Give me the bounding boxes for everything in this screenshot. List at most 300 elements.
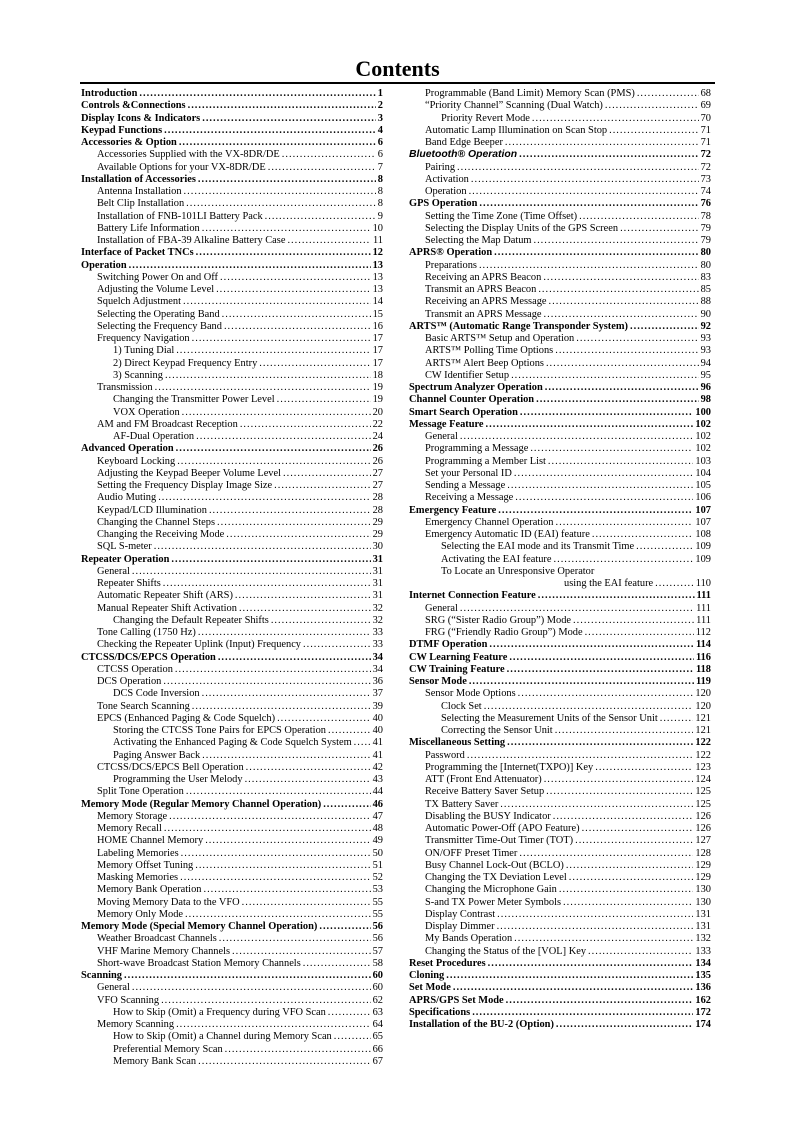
- toc-entry[interactable]: [81, 443, 383, 455]
- toc-entry-page: 62: [372, 994, 383, 1006]
- toc-entry-title: SRG (“Sister Radio Group”) Mode: [425, 614, 572, 626]
- toc-entry-title: Changing the Status of the [VOL] Key: [425, 945, 587, 957]
- toc-entry[interactable]: [81, 554, 383, 566]
- toc-entry[interactable]: [81, 909, 383, 921]
- toc-entry[interactable]: [81, 211, 383, 223]
- toc-entry-page: 33: [372, 639, 383, 651]
- toc-entry[interactable]: [409, 786, 711, 798]
- toc-entry-page: 120: [695, 688, 711, 700]
- toc-entry[interactable]: [81, 676, 383, 688]
- toc-entry[interactable]: [409, 664, 711, 676]
- toc-entry[interactable]: [81, 468, 383, 480]
- toc-entry-page: 6: [377, 149, 383, 161]
- toc-entry-title: ON/OFF Preset Timer: [425, 847, 518, 859]
- toc-entry[interactable]: [81, 419, 383, 431]
- toc-entry[interactable]: [81, 578, 383, 590]
- toc-entry[interactable]: [81, 431, 383, 443]
- toc-entry-page: 98: [700, 394, 711, 406]
- toc-entry[interactable]: [81, 358, 383, 370]
- toc-entry-title: General: [97, 565, 130, 577]
- toc-entry-page: 13: [372, 259, 383, 271]
- toc-right-column: [409, 88, 711, 1031]
- toc-dot-leader: [538, 590, 695, 602]
- toc-entry-title: ARTS™ Alert Beep Options: [425, 357, 544, 369]
- toc-entry[interactable]: [409, 505, 711, 517]
- toc-entry[interactable]: [409, 113, 711, 125]
- toc-dot-leader: [186, 198, 376, 210]
- toc-entry[interactable]: [81, 505, 383, 517]
- toc-entry[interactable]: [409, 970, 711, 982]
- toc-entry[interactable]: [81, 370, 383, 382]
- toc-entry[interactable]: [409, 431, 711, 443]
- toc-entry-title: Selecting the Frequency Band: [97, 320, 222, 332]
- toc-entry[interactable]: [81, 688, 383, 700]
- toc-dot-leader: [488, 958, 694, 970]
- toc-entry[interactable]: [409, 688, 711, 700]
- toc-entry[interactable]: [409, 100, 711, 112]
- toc-entry-title: AM and FM Broadcast Reception: [97, 418, 238, 430]
- toc-entry[interactable]: [409, 639, 711, 651]
- toc-entry[interactable]: [409, 480, 711, 492]
- toc-entry[interactable]: [409, 909, 711, 921]
- toc-left-column: [81, 88, 383, 1068]
- toc-entry[interactable]: [81, 835, 383, 847]
- toc-entry[interactable]: [81, 394, 383, 406]
- toc-entry[interactable]: [81, 762, 383, 774]
- toc-entry-title: Changing the Default Repeater Shifts: [113, 614, 269, 626]
- toc-entry-title: CW Training Feature: [409, 663, 505, 675]
- toc-entry-title: Changing the TX Deviation Level: [425, 872, 567, 883]
- toc-entry[interactable]: [81, 590, 383, 602]
- toc-entry[interactable]: [409, 162, 711, 174]
- toc-entry-page: 40: [372, 712, 383, 724]
- toc-entry-title: Keypad Functions: [81, 124, 163, 136]
- toc-entry-title: Memory Only Mode: [97, 908, 184, 920]
- toc-entry[interactable]: [81, 799, 383, 811]
- toc-entry-page: 69: [700, 100, 711, 112]
- toc-entry[interactable]: [409, 382, 711, 394]
- toc-entry[interactable]: [409, 345, 711, 357]
- toc-entry[interactable]: [409, 456, 711, 468]
- toc-dot-leader: [164, 125, 376, 137]
- toc-entry-page: 57: [372, 945, 383, 957]
- toc-entry-page: 125: [695, 786, 711, 798]
- toc-entry-title: Paging Answer Back: [113, 749, 201, 761]
- toc-dot-leader: [520, 407, 694, 419]
- toc-entry-page: 9: [377, 210, 383, 222]
- toc-entry[interactable]: [409, 982, 711, 994]
- toc-entry[interactable]: [409, 835, 711, 847]
- toc-entry-title: Basic ARTS™ Setup and Operation: [425, 333, 575, 344]
- toc-dot-leader: [235, 590, 371, 602]
- toc-entry[interactable]: [81, 223, 383, 235]
- toc-entry[interactable]: [81, 162, 383, 174]
- toc-entry[interactable]: [81, 149, 383, 161]
- toc-entry-page: 118: [695, 663, 711, 675]
- toc-dot-leader: [519, 149, 699, 161]
- toc-entry[interactable]: [81, 198, 383, 210]
- toc-entry[interactable]: [409, 370, 711, 382]
- toc-entry-page: 18: [372, 369, 383, 381]
- toc-entry[interactable]: [81, 492, 383, 504]
- toc-entry[interactable]: [81, 296, 383, 308]
- toc-dot-leader: [171, 554, 370, 566]
- toc-entry[interactable]: [409, 1007, 711, 1019]
- toc-entry[interactable]: [409, 296, 711, 308]
- toc-entry-page: 129: [695, 859, 711, 871]
- toc-dot-leader: [514, 468, 694, 480]
- toc-entry[interactable]: [409, 627, 711, 639]
- toc-entry[interactable]: [81, 541, 383, 553]
- toc-entry[interactable]: [81, 725, 383, 737]
- toc-entry[interactable]: [409, 529, 711, 541]
- toc-entry[interactable]: [81, 1007, 383, 1019]
- toc-entry-title: Priority Revert Mode: [441, 112, 530, 124]
- toc-entry[interactable]: [81, 284, 383, 296]
- toc-entry[interactable]: [409, 272, 711, 284]
- toc-entry[interactable]: [409, 737, 711, 749]
- toc-dot-leader: [515, 492, 693, 504]
- toc-entry[interactable]: [409, 799, 711, 811]
- toc-entry[interactable]: [81, 701, 383, 713]
- toc-entry-page: 107: [695, 504, 711, 516]
- toc-dot-leader: [184, 186, 376, 198]
- toc-entry[interactable]: [409, 321, 711, 333]
- toc-entry-page: 105: [695, 480, 711, 491]
- toc-entry-page: 8: [377, 186, 383, 197]
- toc-dot-leader: [328, 1007, 371, 1019]
- toc-entry[interactable]: [81, 737, 383, 749]
- toc-dot-leader: [268, 162, 376, 174]
- toc-dot-leader: [217, 517, 371, 529]
- toc-entry[interactable]: [409, 590, 711, 602]
- toc-entry[interactable]: [409, 713, 711, 725]
- toc-entry[interactable]: [81, 100, 383, 112]
- toc-entry[interactable]: [81, 186, 383, 198]
- toc-entry[interactable]: [81, 125, 383, 137]
- toc-dot-leader: [198, 627, 371, 639]
- toc-entry[interactable]: [81, 982, 383, 994]
- toc-dot-leader: [165, 370, 371, 382]
- toc-entry-title: Set your Personal ID: [425, 467, 512, 479]
- toc-entry[interactable]: [81, 872, 383, 884]
- toc-entry-page: 71: [700, 124, 711, 136]
- toc-entry[interactable]: [81, 456, 383, 468]
- toc-entry-title: Set Mode: [409, 982, 451, 994]
- toc-entry[interactable]: [409, 468, 711, 480]
- toc-entry[interactable]: [81, 860, 383, 872]
- toc-entry[interactable]: [81, 1031, 383, 1043]
- toc-entry[interactable]: [81, 517, 383, 529]
- toc-entry-title: Activating the Enhanced Paging & Code Squelch System: [113, 737, 352, 749]
- toc-entry[interactable]: [409, 88, 711, 100]
- toc-entry-page: 88: [700, 296, 711, 308]
- toc-entry-page: 93: [700, 333, 711, 344]
- toc-entry-title: HOME Channel Memory: [97, 835, 204, 847]
- toc-entry[interactable]: [409, 823, 711, 835]
- toc-dot-leader: [179, 137, 376, 149]
- toc-entry[interactable]: [81, 247, 383, 259]
- toc-entry[interactable]: [81, 615, 383, 627]
- toc-entry-title: Storing the CTCSS Tone Pairs for EPCS Operation: [113, 725, 326, 736]
- toc-entry[interactable]: [409, 652, 711, 664]
- toc-entry-page: 1: [377, 88, 383, 99]
- toc-entry-page: 27: [372, 467, 383, 479]
- toc-entry[interactable]: [81, 566, 383, 578]
- toc-dot-leader: [158, 492, 370, 504]
- toc-entry[interactable]: [81, 113, 383, 125]
- toc-entry[interactable]: [81, 774, 383, 786]
- toc-entry[interactable]: [409, 615, 711, 627]
- toc-entry-title: Adjusting the Volume Level: [97, 284, 215, 295]
- toc-entry[interactable]: [409, 541, 711, 553]
- toc-dot-leader: [467, 750, 694, 762]
- toc-dot-leader: [460, 603, 694, 615]
- toc-entry[interactable]: [409, 676, 711, 688]
- toc-entry-title: Miscellaneous Setting: [409, 737, 506, 749]
- toc-entry-page: 32: [372, 614, 383, 626]
- toc-dot-leader: [161, 995, 371, 1007]
- toc-entry[interactable]: [81, 260, 383, 272]
- toc-entry[interactable]: [409, 260, 711, 272]
- toc-entry[interactable]: [409, 774, 711, 786]
- toc-entry[interactable]: [409, 284, 711, 296]
- toc-entry-title: How to Skip (Omit) a Frequency during VFO Scan: [113, 1006, 326, 1018]
- toc-entry[interactable]: [81, 811, 383, 823]
- toc-entry[interactable]: [409, 517, 711, 529]
- toc-entry[interactable]: [81, 345, 383, 357]
- toc-entry[interactable]: [81, 713, 383, 725]
- toc-entry[interactable]: [409, 247, 711, 259]
- toc-entry-page: 107: [695, 516, 711, 528]
- toc-dot-leader: [569, 872, 694, 884]
- toc-entry[interactable]: [81, 529, 383, 541]
- toc-entry[interactable]: [409, 309, 711, 321]
- toc-entry[interactable]: [409, 137, 711, 149]
- toc-entry[interactable]: [409, 492, 711, 504]
- toc-entry[interactable]: [81, 921, 383, 933]
- toc-entry[interactable]: [81, 664, 383, 676]
- toc-entry[interactable]: [409, 125, 711, 137]
- toc-entry[interactable]: [409, 578, 711, 590]
- toc-dot-leader: [225, 1044, 371, 1056]
- toc-entry[interactable]: [409, 946, 711, 958]
- toc-entry[interactable]: [81, 1056, 383, 1068]
- toc-entry[interactable]: [409, 149, 711, 161]
- toc-entry-page: 28: [372, 504, 383, 516]
- toc-entry[interactable]: [81, 88, 383, 100]
- toc-dot-leader: [323, 799, 370, 811]
- toc-entry[interactable]: [81, 321, 383, 333]
- toc-entry[interactable]: [81, 884, 383, 896]
- toc-dot-leader: [232, 946, 371, 958]
- toc-dot-leader: [203, 884, 370, 896]
- toc-entry-page: 70: [700, 112, 711, 124]
- toc-entry[interactable]: [409, 860, 711, 872]
- toc-entry[interactable]: [409, 211, 711, 223]
- toc-entry[interactable]: [81, 137, 383, 149]
- toc-entry-page: 31: [372, 553, 383, 565]
- toc-entry-page: 55: [372, 908, 383, 920]
- toc-entry-page: 124: [695, 774, 711, 785]
- toc-entry-title: My Bands Operation: [425, 933, 513, 945]
- toc-entry[interactable]: [81, 639, 383, 651]
- toc-entry[interactable]: [81, 480, 383, 492]
- toc-entry[interactable]: [409, 358, 711, 370]
- toc-dot-leader: [220, 272, 371, 284]
- toc-entry-page: 125: [695, 798, 711, 810]
- toc-dot-leader: [630, 321, 699, 333]
- toc-dot-leader: [328, 725, 371, 737]
- toc-entry-page: 133: [695, 945, 711, 957]
- toc-entry-page: 28: [372, 492, 383, 504]
- toc-dot-leader: [164, 823, 371, 835]
- toc-entry-page: 56: [372, 921, 383, 932]
- toc-entry-title: Cloning: [409, 970, 445, 981]
- toc-entry[interactable]: [409, 848, 711, 860]
- toc-entry[interactable]: [81, 407, 383, 419]
- toc-entry[interactable]: [81, 382, 383, 394]
- toc-entry-title: VOX Operation: [113, 406, 180, 418]
- toc-entry[interactable]: [409, 897, 711, 909]
- toc-entry[interactable]: [409, 811, 711, 823]
- toc-entry[interactable]: [409, 725, 711, 737]
- toc-dot-leader: [507, 737, 693, 749]
- toc-dot-leader: [277, 394, 371, 406]
- toc-dot-leader: [546, 786, 693, 798]
- toc-entry-page: 114: [695, 639, 711, 651]
- toc-dot-leader: [489, 639, 694, 651]
- toc-entry[interactable]: [81, 786, 383, 798]
- toc-entry-title: Automatic Power-Off (APO Feature): [425, 823, 580, 834]
- toc-entry-page: 73: [700, 173, 711, 185]
- toc-entry-title: Emergency Feature: [409, 504, 497, 516]
- toc-entry-page: 123: [695, 761, 711, 773]
- toc-entry-page: 29: [372, 516, 383, 528]
- toc-entry-page: 111: [696, 614, 711, 626]
- toc-entry[interactable]: [409, 884, 711, 896]
- toc-entry[interactable]: [81, 272, 383, 284]
- toc-dot-leader: [471, 174, 699, 186]
- toc-entry[interactable]: [81, 1044, 383, 1056]
- toc-entry-page: 34: [372, 651, 383, 663]
- toc-entry[interactable]: [409, 933, 711, 945]
- toc-entry-page: 22: [372, 418, 383, 430]
- toc-dot-leader: [655, 578, 694, 590]
- toc-entry[interactable]: [81, 750, 383, 762]
- toc-entry-page: 13: [372, 284, 383, 295]
- toc-dot-leader: [202, 750, 370, 762]
- toc-dot-leader: [246, 762, 371, 774]
- toc-dot-leader: [274, 480, 370, 492]
- toc-entry-title: Memory Storage: [97, 810, 168, 822]
- toc-entry-page: 121: [695, 712, 711, 724]
- toc-dot-leader: [219, 933, 371, 945]
- toc-entry-title: Repeater Shifts: [97, 578, 161, 589]
- toc-entry[interactable]: [409, 407, 711, 419]
- toc-entry[interactable]: [409, 958, 711, 970]
- toc-entry-page: 121: [695, 725, 711, 736]
- toc-entry[interactable]: [409, 186, 711, 198]
- toc-entry-title: EPCS (Enhanced Paging & Code Squelch): [97, 712, 276, 724]
- toc-entry[interactable]: [81, 652, 383, 664]
- toc-entry[interactable]: [409, 701, 711, 713]
- toc-entry-page: 100: [695, 406, 711, 418]
- toc-entry-page: 13: [372, 271, 383, 283]
- toc-dot-leader: [546, 358, 699, 370]
- toc-dot-leader: [240, 419, 371, 431]
- toc-entry-page: 44: [372, 786, 383, 798]
- toc-entry-title: Smart Search Operation: [409, 406, 518, 418]
- toc-entry[interactable]: [81, 333, 383, 345]
- toc-entry[interactable]: [409, 443, 711, 455]
- toc-dot-leader: [202, 223, 371, 235]
- toc-entry[interactable]: [81, 1019, 383, 1031]
- toc-entry-title: CTCSS/DCS/EPCS Operation: [81, 651, 216, 663]
- toc-entry-title: Transmission: [97, 382, 153, 393]
- toc-entry-page: 79: [700, 235, 711, 246]
- toc-entry-page: 108: [695, 529, 711, 540]
- toc-entry[interactable]: [409, 223, 711, 235]
- toc-entry[interactable]: [81, 174, 383, 186]
- toc-entry-title: Audio Muting: [97, 492, 157, 504]
- toc-entry[interactable]: [409, 872, 711, 884]
- toc-entry-page: 60: [372, 982, 383, 994]
- toc-entry-page: 40: [372, 725, 383, 736]
- toc-entry[interactable]: [409, 921, 711, 933]
- toc-entry-title: Accessories & Option: [81, 137, 177, 148]
- toc-entry-page: 7: [377, 161, 383, 173]
- toc-entry[interactable]: [409, 995, 711, 1007]
- toc-entry-title: Switching Power On and Off: [97, 271, 219, 283]
- toc-entry[interactable]: [81, 946, 383, 958]
- toc-entry[interactable]: [81, 848, 383, 860]
- toc-entry[interactable]: [409, 198, 711, 210]
- toc-entry-title: APRS/GPS Set Mode: [409, 994, 504, 1006]
- toc-entry-title: Memory Bank Scan: [113, 1055, 197, 1067]
- toc-entry[interactable]: [409, 1019, 711, 1031]
- toc-entry[interactable]: [81, 309, 383, 321]
- toc-entry[interactable]: [409, 419, 711, 431]
- toc-entry-page: 43: [372, 774, 383, 785]
- toc-entry-page: 95: [700, 369, 711, 381]
- toc-entry[interactable]: [81, 823, 383, 835]
- toc-entry[interactable]: [409, 762, 711, 774]
- toc-entry[interactable]: [409, 750, 711, 762]
- toc-entry-page: 64: [372, 1019, 383, 1030]
- toc-entry[interactable]: [409, 235, 711, 247]
- toc-entry[interactable]: [409, 566, 711, 578]
- toc-entry-title: Internet Connection Feature: [409, 590, 536, 602]
- toc-entry[interactable]: [81, 933, 383, 945]
- toc-dot-leader: [497, 909, 693, 921]
- toc-entry[interactable]: [409, 603, 711, 615]
- toc-entry[interactable]: [409, 394, 711, 406]
- toc-entry[interactable]: [409, 333, 711, 345]
- toc-entry-title: Programming a Member List: [425, 455, 546, 467]
- toc-entry[interactable]: [409, 554, 711, 566]
- toc-entry[interactable]: [81, 235, 383, 247]
- toc-entry[interactable]: [81, 627, 383, 639]
- toc-entry[interactable]: [81, 958, 383, 970]
- toc-entry-page: 83: [700, 271, 711, 283]
- toc-entry[interactable]: [409, 174, 711, 186]
- toc-entry[interactable]: [81, 603, 383, 615]
- toc-entry[interactable]: [81, 995, 383, 1007]
- toc-entry[interactable]: [81, 970, 383, 982]
- toc-entry[interactable]: [81, 897, 383, 909]
- toc-entry-title: Memory Bank Operation: [97, 884, 202, 896]
